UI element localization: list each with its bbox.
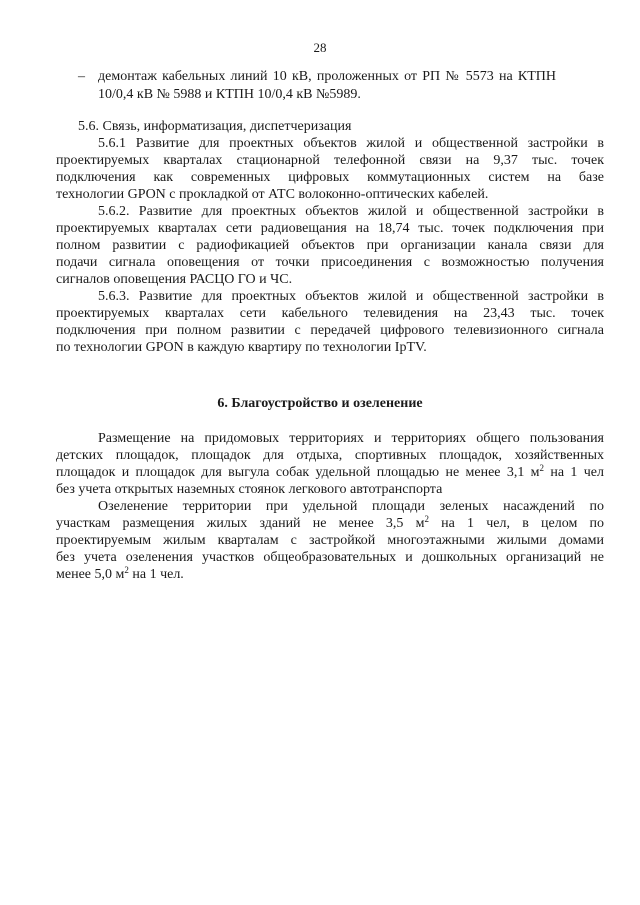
paragraph-line: подключения как современных цифровых коммутационных систем на базе [56, 170, 604, 185]
paragraph-line: 5.6.1 Развитие для проектных объектов жилой и общественной застройки в [98, 136, 604, 151]
paragraph-line: площадок и площадок для выгула собак удельной площадью не менее 3,1 $м^2$ на 1 чел [56, 463, 605, 480]
bullet-dash: – [78, 69, 85, 84]
paragraph-line: технологии GPON с прокладкой от АТС волоконно-оптических кабелей. [56, 187, 489, 202]
paragraph-line: без учета озеленения участков общеобразовательных и дошкольных организаций не [56, 550, 604, 565]
section-heading: 6. Благоустройство и озеленение [217, 396, 423, 411]
paragraph-line: Размещение на придомовых территориях и территориях общего пользования [98, 431, 604, 446]
paragraph-line: полном развитии с радиофикацией объектов при организации канала связи для [56, 238, 604, 253]
paragraph-line: проектируемых кварталах стационарной телефонной связи на 9,37 тыс. точек [56, 153, 604, 168]
superscript: 2 [539, 463, 545, 473]
paragraph-line: проектируемым жилым кварталам с застройкой многоэтажными жилыми домами [56, 533, 604, 548]
paragraph-line: без учета открытых наземных стоянок легкового автотранспорта [56, 482, 443, 497]
superscript: 2 [124, 565, 129, 575]
bullet-line: демонтаж кабельных линий 10 кВ, проложенных от РП № 5573 на КТПН [98, 69, 556, 84]
superscript: 2 [424, 514, 429, 524]
paragraph-line: подачи сигнала оповещения от точки присоединения с возможностью получения [56, 255, 604, 270]
paragraph-line: подключения при полном развитии с передачей цифрового телевизионного сигнала [56, 323, 604, 338]
paragraph-line: детских площадок, площадок для отдыха, спортивных площадок, хозяйственных [56, 448, 604, 463]
page-number: 28 [313, 40, 327, 55]
paragraph-line: проектируемых кварталах сети кабельного телевидения на 23,43 тыс. точек [56, 306, 604, 321]
paragraph-line: Озеленение территории при удельной площади зеленых насаждений по [98, 499, 604, 514]
paragraph-line: участкам размещения жилых зданий не менее 3,5 $м^2$ на 1 чел, в целом по [56, 514, 604, 531]
paragraph-line: менее 5,0 $м^2$ на 1 чел. [56, 565, 184, 582]
paragraph-line: проектируемых кварталах сети радиовещания на 18,74 тыс. точек подключения при [56, 221, 604, 236]
paragraph-line: 5.6.2. Развитие для проектных объектов жилой и общественной застройки в [98, 204, 604, 219]
paragraph-line: по технологии GPON в каждую квартиру по технологии IpTV. [56, 340, 427, 355]
bullet-line: 10/0,4 кВ № 5988 и КТПН 10/0,4 кВ №5989. [98, 87, 361, 102]
paragraph-line: 5.6.3. Развитие для проектных объектов жилой и общественной застройки в [98, 289, 604, 304]
section-heading: 5.6. Связь, информатизация, диспетчеризация [78, 119, 352, 134]
paragraph-line: сигналов оповещения РАСЦО ГО и ЧС. [56, 272, 293, 287]
